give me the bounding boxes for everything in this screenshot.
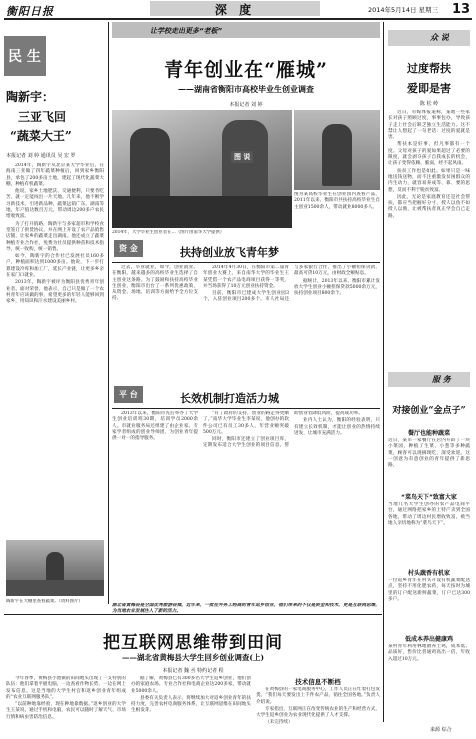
column-paragraph: 近日，有媒体报道称，某地一些家长对孩子照顾过度，事事包办，导致孩子走上社会后缺乏独立生活能力。这不禁让人想起了一句老话：过度的爱就是害。 [388, 110, 470, 141]
minsheng-name-title: 陶新宇： [6, 90, 55, 104]
lower-body-col-3 [256, 687, 380, 737]
section-b-body [112, 411, 380, 531]
lower-paragraph: 专家指出，互联网正在改变传统农业的生产和经营方式，大学生返乡创业为农业现代化提供了人才支撑。 [256, 706, 380, 719]
minsheng-photo [6, 540, 104, 596]
column-paragraph: 因此，无论是家庭教育还是社会帮扶，都应当把握好分寸，授人以鱼不如授人以渔，让被帮扶者真正学会自己走路。 [388, 194, 470, 219]
column-title-2: 爱即是害 [407, 82, 451, 95]
service-item-text: 近日，某市一家餐厅在店内开辟了一块小菜园，种植了生菜、小葱等多种蔬菜，顾客可以现摘现吃，深受欢迎。这一创意为有意创业的青年提供了新思路。 [388, 438, 470, 469]
section-title-funding: 扶持创业放飞青年梦 [180, 246, 279, 259]
section-a-paragraph: 据统计，2013年以来，衡阳市累计发放大学生创业小额担保贷款5000余万元，扶持创业项目800余个。 [294, 278, 380, 297]
section-b-paragraph: “有了政府的支持，创业的路走得更顺了。”南华大学毕业生李某说，他创办的软件公司已有员工30多人，年营业额突破500万元。 [203, 411, 289, 435]
lower-paragraph: “以前种地靠经验，现在种地靠数据。”返乡创业的大学生王某说，通过手机和电脑，农民可以随时了解天气、市场行情和病虫害防治信息。 [6, 702, 126, 720]
masthead [0, 0, 476, 20]
service-item-text: 当地几名大学生创办的农产品电商平台，通过网络把家乡的土特产卖到全国各地，带动了周边村民增收致富，被当地人亲切地称为“菜鸟天下”。 [388, 502, 470, 526]
right-column-divider [383, 22, 384, 722]
main-headline: 青年创业在“雁城” [164, 59, 328, 81]
main-photo-secondary [294, 110, 380, 190]
service-item-text: 某村青年利用林地散养土鸡，成本低、品质好，售价比普通鸡高出一倍，年收入超过10万元。 [388, 644, 470, 662]
service-title: 对接创业“金点子” [392, 406, 466, 416]
minsheng-byline: 本报记者 刘 婷 通讯员 吴 宏 罗 [6, 153, 76, 159]
section-b-rule [112, 408, 380, 409]
column-paragraph: 扶贫工作也是如此。如果只是一味地送钱送物，而不注重激发贫困群众的内生动力，就容易养成等、靠、要的思想，反而不利于脱贫致富。 [388, 168, 470, 193]
lower-paragraph: 在黄梅县的一家电商服务中心，工作人员正在忙着打包发货。“我们每天要发出上千件农产品，销往全国各地。”负责人介绍说。 [256, 687, 380, 705]
main-photo-side-text: 图为某高校毕业生在创业园内查看产品，2011年以来，衡阳市共扶持高校毕业生自主创业1500余人，带动就业8000多人。 [294, 192, 380, 210]
minsheng-subtitle-1: 三亚飞回 [18, 110, 67, 124]
minsheng-paragraph: 他说，家乡土地肥沃、交通便利，只要肯吃苦，就一定能闯出一片天地。几年来，他不断学习新技术，引进新品种，蔬菜远销广东、湖南等地，年产值达数百万元，带动周边200多户农民增收致富。 [6, 189, 104, 220]
lower-byline: 本报记者 魏 丞 特约记者 程 [162, 668, 224, 674]
column-label-banner [388, 30, 470, 46]
main-kicker: 让学校走出更多“老板” [150, 27, 223, 35]
main-photo-caption: 2014年，大学毕业生创业者在…（图片由南华大学提供） [112, 230, 225, 235]
service-item-text: 一位返乡青年在村头开设有机蔬菜配送点，坚持不用化肥农药，每天按时为城里的订户配送新鲜蔬菜，订户已达300多户。 [388, 578, 470, 602]
section-tag-platform: 平 台 [114, 386, 143, 403]
service-label: 服 务 [432, 375, 451, 384]
photo-plants [6, 580, 104, 596]
service-note: 来源 综合 [430, 727, 452, 733]
minsheng-label: 民 生 [8, 49, 41, 65]
lower-paragraph: 县委有关负责人表示，将继续加大对返乡创业青年的扶持力度，完善农村电商服务体系，让互联网思维在田间地头生根发芽。 [131, 695, 251, 714]
photo-person-left [130, 128, 170, 198]
minsheng-paragraph: 2013年，陶新宇被评为衡阳县优秀青年创业者。面对荣誉，他表示，自己只是做了一个农村青年应该做的事，希望更多的年轻人能够回到家乡，用知识和汗水建设美丽乡村。 [6, 280, 104, 305]
column-label: 众 说 [430, 33, 449, 42]
column-title-1: 过度帮扶 [407, 62, 451, 75]
section-b-paragraph: 业内人士认为，衡阳的经验表明，只有建立长效机制，才能让创业的热情持续迸发，让城市充满活力。 [294, 418, 380, 436]
masthead-paper-name: 衡阳日报 [6, 5, 54, 18]
main-byline: 本报记者 刘 婷 [229, 102, 263, 108]
lower-headline: 把互联网思维带到田间 [103, 633, 283, 653]
service-item-title: “菜鸟天下”致富大家 [401, 494, 457, 501]
minsheng-article-body [6, 163, 104, 537]
section-a-paragraph: 过去，毕业就业，如今，创业就业。在衡阳，越来越多的高校毕业生选择了自主创业这条路。为了鼓励和扶持高校毕业生创业，衡阳市出台了一系列优惠政策，从资金、场地、培训等方面给予全方位支持。 [112, 265, 198, 302]
column-body [388, 110, 470, 368]
service-label-banner [388, 372, 470, 387]
section-a-body [112, 265, 380, 383]
main-subhead: ——湖南省衡阳市高校毕业生创业调查 [178, 84, 314, 94]
section-a-rule [112, 262, 380, 263]
section-tag-funding: 资 金 [114, 240, 143, 257]
masthead-page-number: 13 [452, 2, 471, 17]
lower-paragraph: 今年春季，黄梅县小池镇的田间地头出现了一支特别的队伍：他们拿着平板电脑，一边查看作物长势，一边在网上发布信息。这是当地的大学生村官和返乡创业青年组成的“农业互联网服务队”。 [6, 676, 126, 700]
section-a-paragraph: 2014年4月30日，在衡阳市第二届青年创业大赛上，来自南华大学的毕业生王某凭借一个农产品电商项目获得一等奖，并当场获得了10万元创业扶持资金。 [203, 265, 289, 289]
main-photo [112, 110, 292, 228]
photo-table [112, 196, 292, 228]
column-paragraph: 帮扶本是好事，但凡事都有一个度。父母对孩子的爱如果超过了必要的限度，就会剥夺孩子自我成长的机会，让孩子变得依赖、脆弱，经不起风雨。 [388, 142, 470, 167]
masthead-section-title: 深 度 [214, 3, 256, 17]
lower-paragraph: 据了解，黄梅县已有300多名大学生返乡创业，他们创办的家庭农场、专业合作社和电商企业达200多家，带动就业5000余人。 [131, 676, 251, 694]
column-author: 陈 松 岭 [419, 101, 439, 107]
lower-subhead: ——湖北省黄梅县大学生回乡创业调查(上) [121, 653, 265, 662]
lower-paragraph: （未完待续） [265, 720, 293, 726]
masthead-rule [4, 18, 472, 20]
lower-section-subtitle: 技术信息不断档 [295, 678, 341, 686]
minsheng-photo-caption: 陶新宇在大棚里查看蔬菜。（资料图片） [6, 599, 83, 604]
photo-person [322, 124, 352, 186]
lower-lead: 湖北省黄梅县是全国优秀旅游县城，近年来，一批在外务工经商的青年返乡创业，他们带来的不仅是资金和技术，更是互联网思维，为当地农业发展注入了新的活力。 [112, 603, 380, 615]
lower-body-col-1 [6, 676, 126, 736]
lower-body-col-2 [131, 676, 251, 736]
minsheng-paragraph: 为了打开销路，陶新宇与多家超市和学校食堂签订了供货协议，并在网上开设了农产品销售店铺，让家乡的蔬菜走出湖南。他还成立了蔬菜种植专业合作社，免费为社员提供种苗和技术指导，统一收购，统一销售。 [6, 221, 104, 252]
minsheng-paragraph: 如今，陶新宇的合作社已发展社员160多户，种植面积达到1000多亩。他说，下一步打算建设冷库和加工厂，延长产业链，让更多乡亲在家门口就业。 [6, 254, 104, 279]
service-item-title: 餐厅也能种蔬菜 [407, 430, 450, 437]
section-b-paragraph: 同时，衡阳市还建立了创业项目库，定期发布适合大学生创业的项目信息，帮助创业者降低风险，提高成功率。 [203, 411, 363, 449]
masthead-date: 2014年5月14日 星期三 [368, 6, 439, 14]
section-title-platform: 长效机制打造活力城 [180, 392, 279, 405]
minsheng-paragraph: 2014年，陶新宇从北京某大学毕业后，在海南三亚做了四年蔬菜种植后，回到家乡衡阳县，承包了200多亩土地，建起了现代化蔬菜大棚，种植有机蔬菜。 [6, 163, 104, 187]
section-b-paragraph: 2013年以来，衡阳市先后举办了大学生创业培训班30期，培训学员2000余人。市就业服务局还组建了由企业家、专家学者组成的创业导师团，为创业青年提供一对一的指导服务。 [112, 411, 198, 442]
main-photo-tag: 图 说 [231, 151, 253, 163]
section-a-paragraph: 目前，衡阳市已建成大学生创业园3个，入驻创业项目200多个。市人社局还与多家银行合作，推出了小额担保贷款，最高可贷10万元，由财政全额贴息。 [203, 265, 380, 303]
minsheng-subtitle-2: “蔬菜大王” [10, 129, 72, 143]
left-column-divider [108, 22, 109, 604]
service-item-title: 低成本养出健康鸡 [404, 636, 453, 643]
service-item-title: 村头蔬香有机家 [407, 570, 450, 577]
